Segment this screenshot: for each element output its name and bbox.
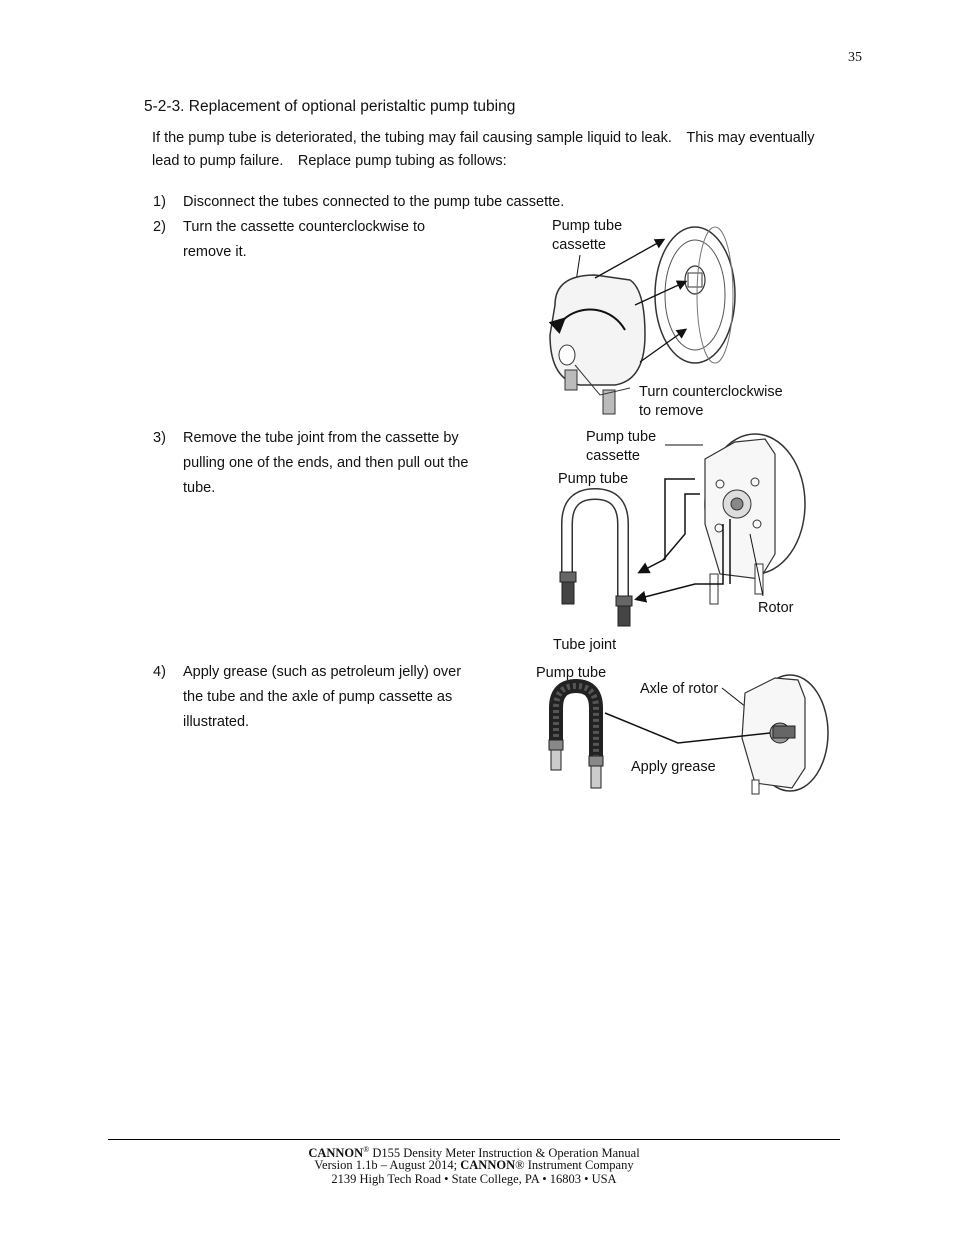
step-4 [153,660,513,735]
footer-company: ® Instrument Company [515,1158,634,1172]
label-pump-tube-cassette-2: cassette [586,448,640,464]
step-line: pulling one of the ends, and then pull out the [183,455,469,471]
footer-rule [108,1139,840,1140]
footer-reg-mark: ® [363,1145,370,1154]
cassette-dome [550,275,645,385]
step-line: illustrated. [183,714,250,730]
step-line: the tube and the axle of pump cassette as [183,689,453,705]
cassette-removal-figure [535,210,815,425]
tube-joint-figure [545,424,810,656]
intro-paragraph [152,127,872,173]
label-apply-grease: Apply grease [631,759,716,775]
page-number: 35 [848,50,862,65]
label-pump-tube: Pump tube [558,471,629,487]
step-text: Disconnect the tubes connected to the pump tube cassette. [183,194,565,210]
step-number: 4) [153,664,166,680]
footer-line-2 [108,1158,840,1173]
label-pump-tube-cassette: Pump tube [586,429,657,445]
step-line: remove it. [183,244,247,260]
step-line: Apply grease (such as petroleum jelly) over [183,664,462,680]
step-line: Remove the tube joint from the cassette by [183,430,459,446]
step-line: Turn the cassette counterclockwise to [183,219,426,235]
label-pump-tube-cassette: Pump tube [552,218,623,234]
intro-line-2: lead to pump failure. Replace pump tubing as follows: [152,153,507,169]
label-pump-tube: Pump tube [536,665,607,681]
step-number: 2) [153,219,166,235]
intro-line-1: If the pump tube is deteriorated, the tubing may fail causing sample liquid to leak. This may eventually [152,130,815,146]
label-rotor: Rotor [758,600,794,616]
label-pump-tube-cassette-2: cassette [552,237,606,253]
step-2 [153,215,513,265]
label-tube-joint: Tube joint [553,637,617,653]
step-text [183,660,461,735]
apply-grease-figure [530,658,835,798]
step-3 [153,426,513,501]
step-text [183,215,425,265]
label-turn-counterclockwise: Turn counterclockwise [639,384,783,400]
step-text [183,426,468,501]
footer-version: Version 1.1b – August 2014; [314,1158,461,1172]
step-line: tube. [183,480,216,496]
pump-tube-u [567,494,623,599]
label-to-remove: to remove [639,403,704,419]
step-number: 3) [153,430,166,446]
footer-brand-2: CANNON [460,1158,516,1172]
footer-address: 2139 High Tech Road • State College, PA • 16803 • USA [331,1172,617,1186]
step-number: 1) [153,194,166,210]
label-axle-of-rotor: Axle of rotor [640,681,719,697]
section-heading: 5-2-3. Replacement of optional peristaltic pump tubing [144,98,516,115]
footer-manual-title: D155 Density Meter Instruction & Operation Manual [369,1146,640,1161]
footer-brand: CANNON [308,1146,364,1161]
